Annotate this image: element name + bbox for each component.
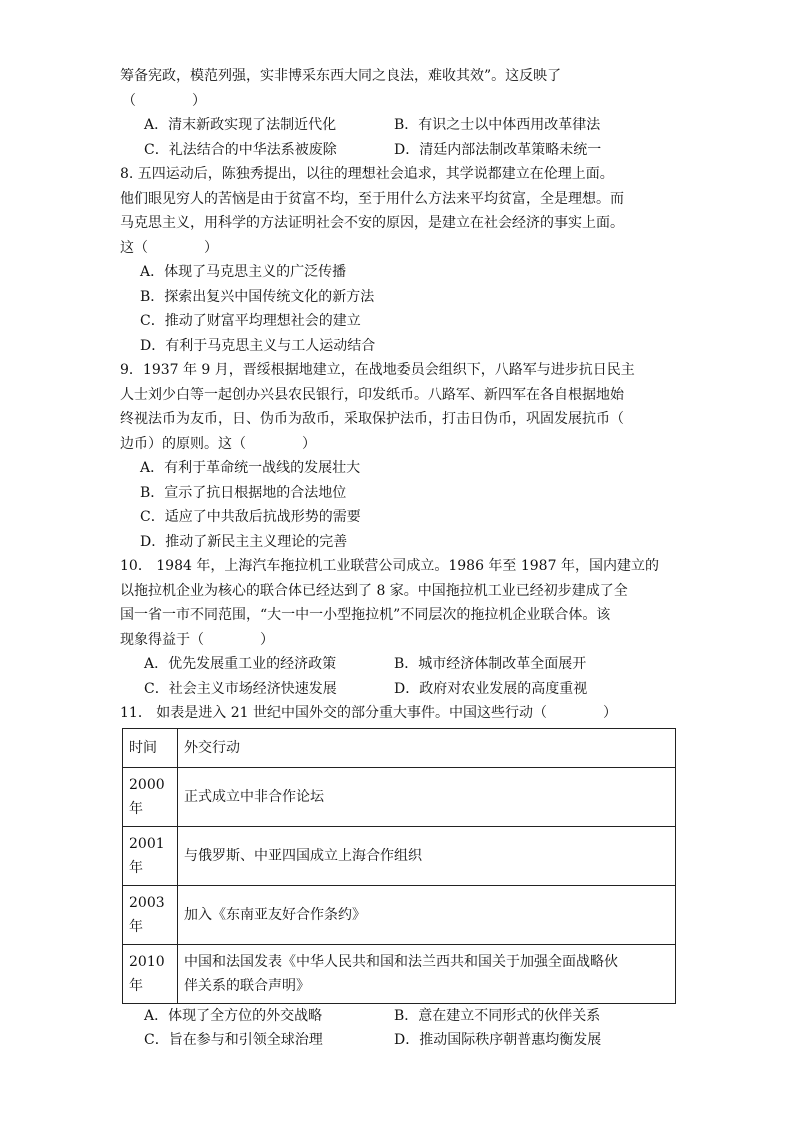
year-value: 2000 <box>129 776 165 793</box>
year-unit: 年 <box>129 977 143 994</box>
exam-page <box>120 64 680 1053</box>
question-stem-line: 9．1937 年 9 月，晋绥根据地建立，在战地委员会组织下，八路军与进步抗日民主 <box>120 362 635 378</box>
question-stem-line: 国一省一市不同范围，“大一中一小型拖拉机”不同层次的拖拉机企业联合体。该 <box>120 607 611 623</box>
table-header-row <box>123 728 676 767</box>
event-text: 正式成立中非合作论坛 <box>184 788 324 805</box>
year-cell <box>123 826 178 885</box>
year-value: 2010 <box>129 953 165 970</box>
table-row <box>123 944 676 1003</box>
year-value: 2003 <box>129 894 165 911</box>
event-text: 中国和法国发表《中华人民共和国和法兰西共和国关于加强全面战略伙 <box>184 953 618 970</box>
question-stem-line: 11． 如表是进入 21 世纪中国外交的部分重大事件。中国这些行动（ ） <box>120 705 617 721</box>
question-9 <box>120 358 680 554</box>
question-8 <box>120 162 680 358</box>
event-text-continued: 伴关系的联合声明》 <box>184 977 310 994</box>
question-stem-line: 终视法币为友币，日、伪币为敌币，采取保护法币，打击日伪币，巩固发展抗币（ <box>120 411 624 427</box>
question-11 <box>120 701 680 1053</box>
option-a[interactable]: A．优先发展重工业的经济政策 <box>144 656 337 672</box>
question-stem-line: 筹备宪政，模范列强，实非博采东西大同之良法，难收其效”。这反映了 <box>120 68 562 84</box>
option-c[interactable]: C．礼法结合的中华法系被废除 <box>144 141 337 158</box>
event-cell <box>178 944 676 1003</box>
option-d[interactable]: D．推动了新民主主义理论的完善 <box>140 533 348 550</box>
option-b[interactable]: B．意在建立不同形式的伙伴关系 <box>394 1007 601 1024</box>
event-text: 加入《东南亚友好合作条约》 <box>184 906 366 923</box>
option-b[interactable]: B．宣示了抗日根据地的合法地位 <box>140 484 347 501</box>
answer-paren: （ ） <box>122 92 206 109</box>
year-unit: 年 <box>129 918 143 935</box>
option-row <box>120 1004 680 1029</box>
option-d[interactable]: D．清廷内部法制改革策略未统一 <box>394 141 602 158</box>
option-row <box>120 138 680 163</box>
year-unit: 年 <box>129 800 143 817</box>
option-b[interactable]: B．探索出复兴中国传统文化的新方法 <box>140 288 375 305</box>
column-header-action: 外交行动 <box>178 728 676 767</box>
question-stem-line: 这（ ） <box>120 239 218 256</box>
option-a[interactable]: A．清末新政实现了法制近代化 <box>144 117 337 133</box>
option-c[interactable]: C．旨在参与和引领全球治理 <box>144 1032 323 1048</box>
table-row <box>123 767 676 826</box>
question-7-continuation <box>120 64 680 162</box>
year-unit: 年 <box>129 859 143 876</box>
option-b[interactable]: B．城市经济体制改革全面展开 <box>394 656 587 672</box>
question-stem-line: 10． 1984 年，上海汽车拖拉机工业联营公司成立。1986 年至 1987 年，国内建立的 <box>120 558 659 574</box>
question-10 <box>120 554 680 701</box>
question-stem-line: 人士刘少白等一起创办兴县农民银行，印发纸币。八路军、新四军在各自根据地始 <box>120 386 624 403</box>
diplomacy-table <box>122 728 676 1004</box>
question-stem-line: 马克思主义，用科学的方法证明社会不安的原因，是建立在社会经济的事实上面。 <box>120 215 624 231</box>
option-c[interactable]: C．适应了中共敌后抗战形势的需要 <box>140 509 361 525</box>
question-stem-line: 8. 五四运动后，陈独秀提出，以往的理想社会追求，其学说都建立在伦理上面。 <box>120 166 614 182</box>
option-c[interactable]: C．推动了财富平均理想社会的建立 <box>140 313 361 329</box>
option-d[interactable]: D．推动国际秩序朝普惠均衡发展 <box>394 1032 602 1048</box>
option-a[interactable]: A．体现了马克思主义的广泛传播 <box>140 264 347 280</box>
event-cell <box>178 885 676 944</box>
event-text: 与俄罗斯、中亚四国成立上海合作组织 <box>184 847 422 864</box>
year-cell <box>123 767 178 826</box>
question-stem-line: 以拖拉机企业为核心的联合体已经达到了 8 家。中国拖拉机工业已经初步建成了全 <box>120 582 628 599</box>
option-a[interactable]: A．有利于革命统一战线的发展壮大 <box>140 460 361 476</box>
table-row <box>123 885 676 944</box>
option-d[interactable]: D．政府对农业发展的高度重视 <box>394 680 588 697</box>
option-b[interactable]: B．有识之士以中体西用改革律法 <box>394 117 601 133</box>
option-row <box>120 677 680 702</box>
option-c[interactable]: C．社会主义市场经济快速发展 <box>144 680 337 697</box>
year-cell <box>123 885 178 944</box>
option-row <box>120 113 680 138</box>
option-row <box>120 652 680 677</box>
option-a[interactable]: A．体现了全方位的外交战略 <box>144 1007 323 1024</box>
event-cell <box>178 767 676 826</box>
event-cell <box>178 826 676 885</box>
question-stem-line: 他们眼见穷人的苦恼是由于贫富不均，至于用什么方法来平均贫富，全是理想。而 <box>120 190 624 207</box>
year-value: 2001 <box>129 835 165 852</box>
year-cell <box>123 944 178 1003</box>
option-d[interactable]: D．有利于马克思主义与工人运动结合 <box>140 337 376 354</box>
question-stem-line: 边币）的原则。这（ ） <box>120 435 316 452</box>
column-header-time: 时间 <box>123 728 178 767</box>
option-row <box>120 1028 680 1053</box>
question-stem-line: 现象得益于（ ） <box>120 631 274 648</box>
table-row <box>123 826 676 885</box>
